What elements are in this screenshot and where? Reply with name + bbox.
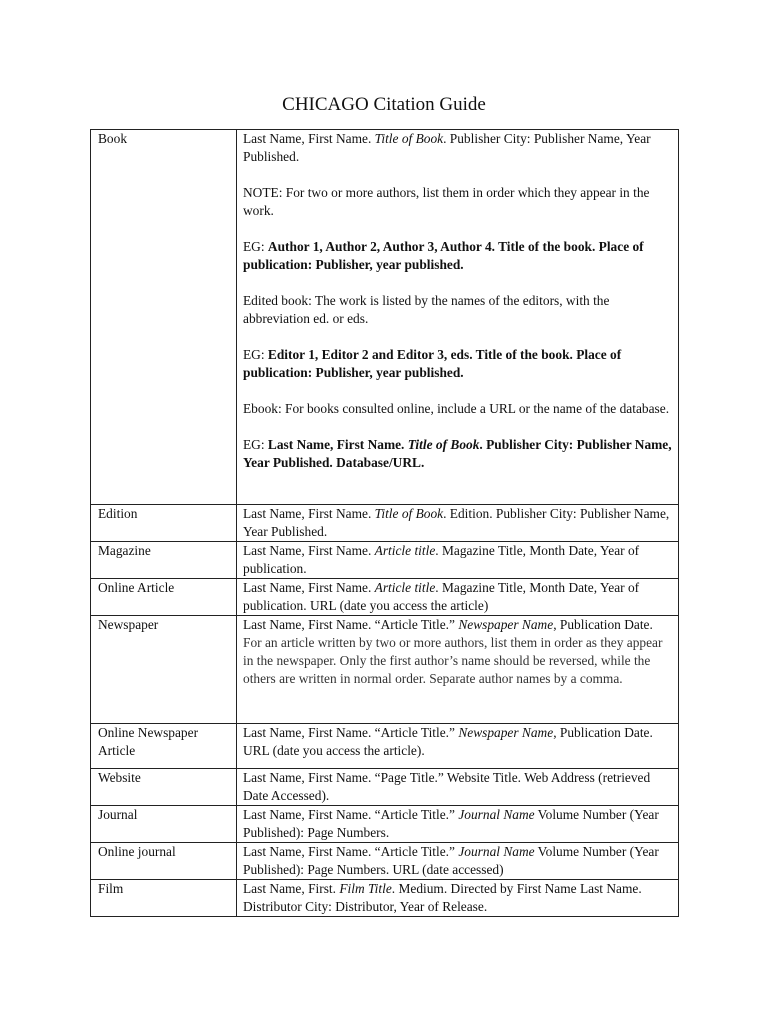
citation-format: Last Name, First Name. “Page Title.” Website Title. Web Address (retrieved Date Accessed).: [237, 769, 679, 806]
citation-text: Last Name, First Name. “Article Title.”: [243, 617, 459, 632]
citation-text: . Magazine Title, Month Date, Year of publication. URL (date you access the article): [243, 580, 640, 613]
citation-format: [237, 724, 679, 769]
example-text: Editor 1, Editor 2 and Editor 3, eds. Title of the book. Place of publication: Publisher, year published.: [243, 347, 622, 380]
example-label: EG:: [243, 347, 268, 362]
source-type: Journal: [91, 806, 237, 843]
source-type: Online journal: [91, 843, 237, 880]
table-row: [91, 724, 679, 769]
citation-note: Edited book: The work is listed by the names of the editors, with the abbreviation ed. or eds.: [243, 293, 610, 326]
example-italic-text: Title of Book: [407, 437, 480, 452]
citation-text: Last Name, First Name. “Article Title.”: [243, 807, 459, 822]
citation-note: NOTE: For two or more authors, list them in order which they appear in the work.: [243, 185, 650, 218]
citation-text: Last Name, First Name.: [243, 131, 375, 146]
citation-table: [90, 129, 679, 917]
citation-text: Last Name, First Name.: [243, 506, 375, 521]
citation-text: , Publication Date. URL (date you access the article).: [243, 725, 653, 758]
citation-italic-text: Article title: [374, 543, 436, 558]
citation-example: [243, 346, 672, 382]
source-type: Newspaper: [91, 616, 237, 724]
citation-italic-text: Title of Book: [374, 506, 444, 521]
citation-line: [243, 616, 672, 634]
citation-text: Last Name, First Name. “Article Title.”: [243, 725, 459, 740]
citation-italic-text: Journal Name: [458, 807, 535, 822]
citation-italic-text: Journal Name: [458, 844, 535, 859]
citation-note: Ebook: For books consulted online, include a URL or the name of the database.: [243, 401, 670, 416]
citation-text: Last Name, First Name.: [243, 543, 375, 558]
citation-text: Last Name, First Name. “Article Title.”: [243, 844, 459, 859]
table-row: [91, 542, 679, 579]
example-label: EG:: [243, 437, 268, 452]
table-row: [91, 769, 679, 806]
citation-note: For an article written by two or more authors, list them in order as they appear in the newspaper. Only the first author’s name should be reversed, while the others are written in normal order. Separate author names by a comma.: [243, 635, 663, 686]
example-text: Last Name, First Name.: [267, 437, 408, 452]
example-label: EG:: [243, 239, 268, 254]
citation-paragraph: [243, 130, 672, 166]
table-row: [91, 880, 679, 917]
citation-text: . Edition. Publisher City: Publisher Name, Year Published.: [243, 506, 670, 539]
example-text: . Publisher City: Publisher Name, Year Published. Database/URL.: [243, 437, 672, 470]
source-type: Film: [91, 880, 237, 917]
citation-text: Last Name, First.: [243, 881, 340, 896]
citation-format: [237, 806, 679, 843]
citation-italic-text: Article title: [374, 580, 436, 595]
citation-italic-text: Newspaper Name: [458, 617, 554, 632]
source-type: Edition: [91, 505, 237, 542]
citation-format: [237, 542, 679, 579]
source-type: Magazine: [91, 542, 237, 579]
citation-text: . Magazine Title, Month Date, Year of publication.: [243, 543, 640, 576]
citation-format: [237, 505, 679, 542]
citation-example: [243, 238, 672, 274]
citation-text: Last Name, First Name.: [243, 580, 375, 595]
page-title: CHICAGO Citation Guide: [282, 94, 486, 115]
table-row: [91, 843, 679, 880]
citation-text: Volume Number (Year Published): Page Numbers. URL (date accessed): [243, 844, 659, 877]
example-text: Author 1, Author 2, Author 3, Author 4. Title of the book. Place of publication: Publisher, year published.: [243, 239, 644, 272]
table-row: [91, 130, 679, 505]
citation-text: Volume Number (Year Published): Page Numbers.: [243, 807, 659, 840]
citation-format: [237, 880, 679, 917]
source-type: Book: [91, 130, 237, 505]
citation-text: . Medium. Directed by First Name Last Name. Distributor City: Distributor, Year of Release.: [243, 881, 642, 914]
source-type: Website: [91, 769, 237, 806]
citation-format: [237, 616, 679, 724]
citation-italic-text: Newspaper Name: [458, 725, 554, 740]
table-row: [91, 616, 679, 724]
table-row: [91, 806, 679, 843]
citation-text: , Publication Date.: [553, 617, 653, 632]
source-type: Online Newspaper Article: [91, 724, 237, 769]
source-type: Online Article: [91, 579, 237, 616]
citation-text: . Publisher City: Publisher Name, Year Published.: [243, 131, 651, 164]
table-row: [91, 505, 679, 542]
citation-italic-text: Title of Book: [374, 131, 444, 146]
citation-format: [237, 579, 679, 616]
citation-format: [237, 843, 679, 880]
citation-italic-text: Film Title: [339, 881, 392, 896]
citation-format: [237, 130, 679, 505]
table-row: [91, 579, 679, 616]
citation-example: [243, 436, 672, 472]
